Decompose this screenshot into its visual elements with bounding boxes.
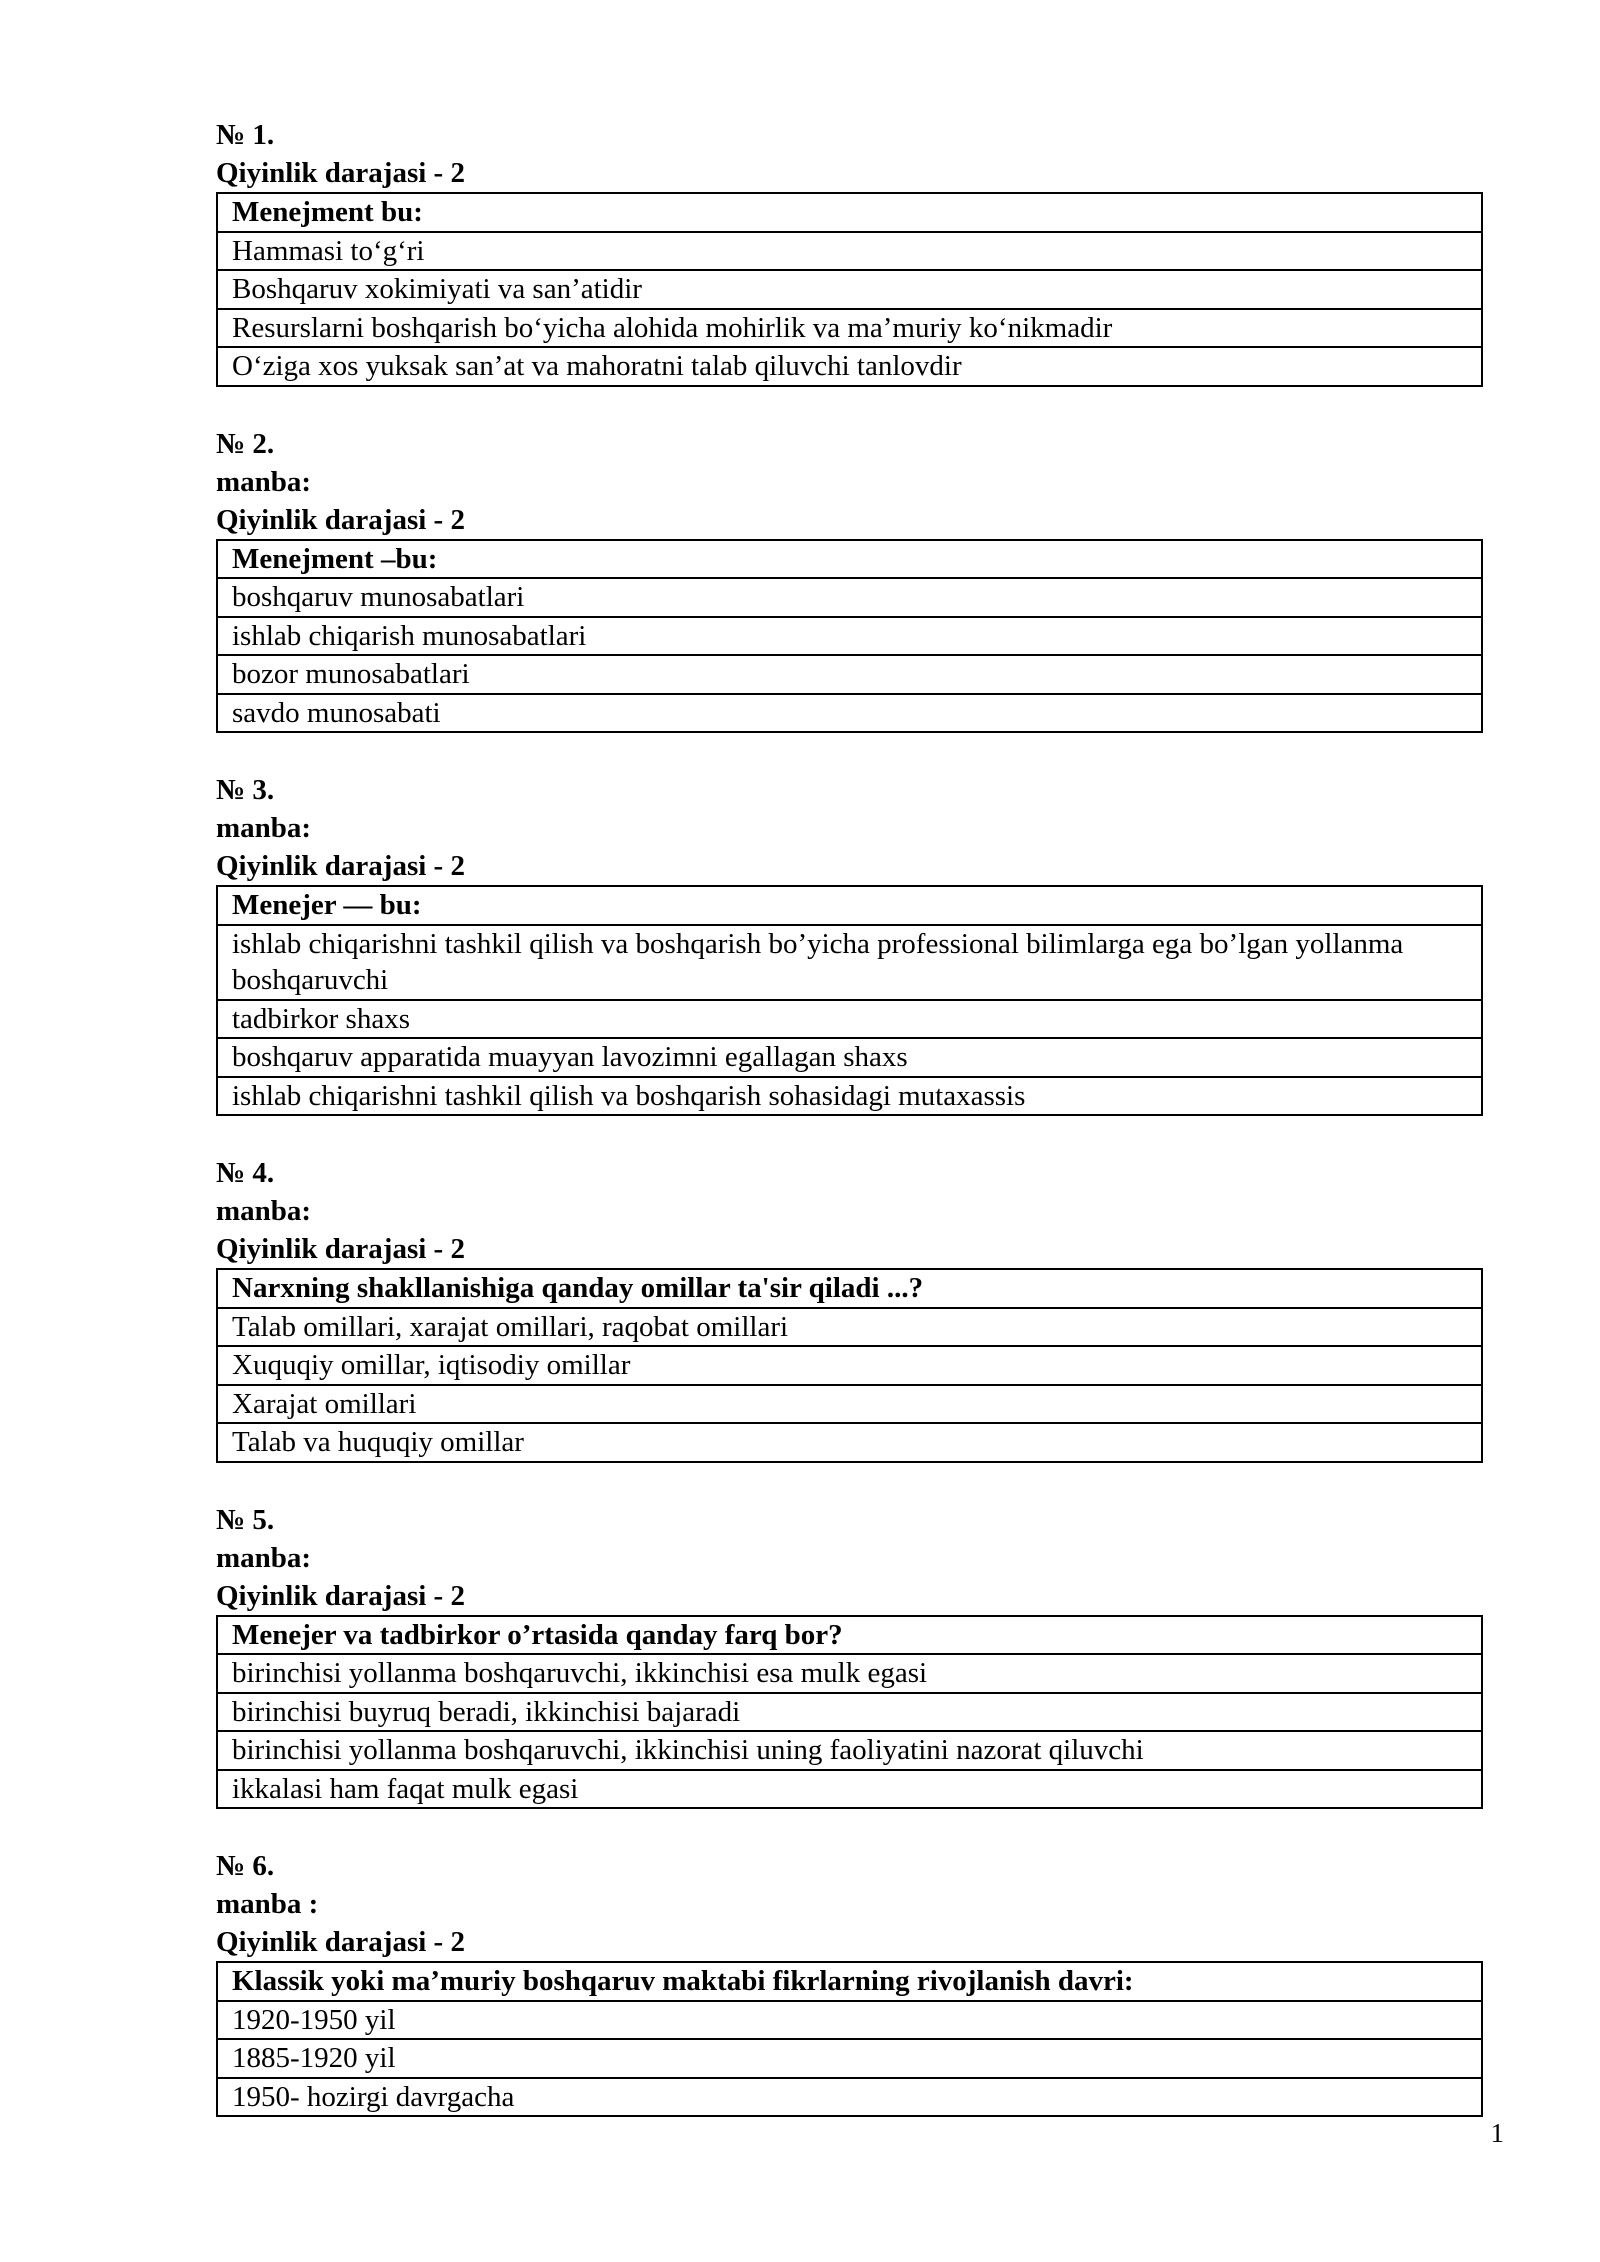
answer-row: [217, 232, 1482, 271]
answer-row: [217, 655, 1482, 694]
question-row: [217, 1269, 1482, 1308]
question-number: № 4.: [216, 1157, 275, 1189]
question-table: [216, 1961, 1483, 2117]
answer-option: 1885-1920 yil: [217, 2039, 1482, 2078]
answer-option: ishlab chiqarish munosabatlari: [217, 617, 1482, 656]
question-source: manba:: [216, 1541, 312, 1574]
answer-option: Talab va huquqiy omillar: [217, 1423, 1482, 1462]
answer-option: birinchisi yollanma boshqaruvchi, ikkinchisi uning faoliyatini nazorat qiluvchi: [217, 1731, 1482, 1770]
answer-option: ishlab chiqarishni tashkil qilish va boshqarish bo’yicha professional bilimlarga ega bo’lgan yollanma boshqaruvchi: [217, 925, 1482, 1000]
answer-row: [217, 347, 1482, 386]
answer-row: [217, 2078, 1482, 2117]
answer-row: [217, 1077, 1482, 1116]
question-source: manba:: [216, 1195, 312, 1227]
answer-row: [217, 1308, 1482, 1347]
question-block: [216, 116, 1483, 387]
answer-row: [217, 270, 1482, 309]
question-text: Menejment bu:: [217, 193, 1482, 232]
difficulty-level: Qiyinlik darajasi - 2: [216, 1926, 465, 1958]
answer-row: [217, 1423, 1482, 1462]
answer-row: [217, 1731, 1482, 1770]
question-text: Menejer — bu:: [217, 886, 1482, 925]
question-number: № 6.: [216, 1850, 275, 1882]
question-number: № 1.: [216, 119, 275, 151]
question-row: [217, 1962, 1482, 2001]
question-number: № 2.: [216, 427, 275, 460]
question-source: manba :: [216, 1888, 319, 1920]
question-number: № 5.: [216, 1503, 275, 1536]
answer-row: [217, 694, 1482, 733]
question-table: [216, 885, 1483, 1116]
question-text: Menejer va tadbirkor o’rtasida qanday farq bor?: [217, 1616, 1482, 1655]
answer-option: birinchisi buyruq beradi, ikkinchisi bajaradi: [217, 1693, 1482, 1732]
question-block: [216, 1154, 1483, 1463]
answer-option: tadbirkor shaxs: [217, 1000, 1482, 1039]
answer-option: O‘ziga xos yuksak san’at va mahoratni talab qiluvchi tanlovdir: [217, 347, 1482, 386]
answer-option: Hammasi to‘g‘ri: [217, 232, 1482, 271]
answer-option: ikkalasi ham faqat mulk egasi: [217, 1770, 1482, 1809]
question-source: manba:: [216, 812, 312, 844]
answer-option: savdo munosabati: [217, 694, 1482, 733]
question-table: [216, 1268, 1483, 1463]
answer-option: ishlab chiqarishni tashkil qilish va boshqarish sohasidagi mutaxassis: [217, 1077, 1482, 1116]
question-source: manba:: [216, 465, 312, 498]
question-table: [216, 539, 1483, 734]
difficulty-level: Qiyinlik darajasi - 2: [216, 850, 465, 882]
question-text: Klassik yoki ma’muriy boshqaruv maktabi fikrlarning rivojlanish davri:: [217, 1962, 1482, 2001]
answer-option: Xarajat omillari: [217, 1385, 1482, 1424]
answer-row: [217, 1346, 1482, 1385]
answer-row: [217, 309, 1482, 348]
question-table: [216, 1615, 1483, 1810]
question-block: [216, 1501, 1483, 1810]
question-block: [216, 1847, 1483, 2117]
answer-option: 1920-1950 yil: [217, 2001, 1482, 2040]
question-text: Narxning shakllanishiga qanday omillar ta'sir qiladi ...?: [217, 1269, 1482, 1308]
answer-option: 1950- hozirgi davrgacha: [217, 2078, 1482, 2117]
answer-option: boshqaruv munosabatlari: [217, 578, 1482, 617]
difficulty-level: Qiyinlik darajasi - 2: [216, 1233, 465, 1265]
answer-row: [217, 1693, 1482, 1732]
answer-row: [217, 1385, 1482, 1424]
answer-row: [217, 578, 1482, 617]
question-block: [216, 771, 1483, 1116]
question-block: [216, 425, 1483, 734]
answer-row: [217, 1770, 1482, 1809]
page-number: 1: [1490, 2118, 1504, 2148]
answer-row: [217, 925, 1482, 1000]
question-text: Menejment –bu:: [217, 540, 1482, 579]
question-number: № 3.: [216, 774, 275, 806]
answer-row: [217, 1654, 1482, 1693]
answer-row: [217, 1038, 1482, 1077]
answer-row: [217, 1000, 1482, 1039]
question-row: [217, 886, 1482, 925]
difficulty-level: Qiyinlik darajasi - 2: [216, 1579, 465, 1612]
answer-row: [217, 2039, 1482, 2078]
answer-option: Boshqaruv xokimiyati va san’atidir: [217, 270, 1482, 309]
question-row: [217, 193, 1482, 232]
answer-option: Resurslarni boshqarish bo‘yicha alohida mohirlik va ma’muriy ko‘nikmadir: [217, 309, 1482, 348]
answer-option: Xuquqiy omillar, iqtisodiy omillar: [217, 1346, 1482, 1385]
question-row: [217, 1616, 1482, 1655]
document-body: [216, 116, 1483, 2155]
answer-row: [217, 2001, 1482, 2040]
answer-row: [217, 617, 1482, 656]
difficulty-level: Qiyinlik darajasi - 2: [216, 157, 465, 189]
question-table: [216, 192, 1483, 387]
answer-option: birinchisi yollanma boshqaruvchi, ikkinchisi esa mulk egasi: [217, 1654, 1482, 1693]
difficulty-level: Qiyinlik darajasi - 2: [216, 503, 465, 536]
answer-option: Talab omillari, xarajat omillari, raqobat omillari: [217, 1308, 1482, 1347]
question-row: [217, 540, 1482, 579]
answer-option: bozor munosabatlari: [217, 655, 1482, 694]
answer-option: boshqaruv apparatida muayyan lavozimni egallagan shaxs: [217, 1038, 1482, 1077]
